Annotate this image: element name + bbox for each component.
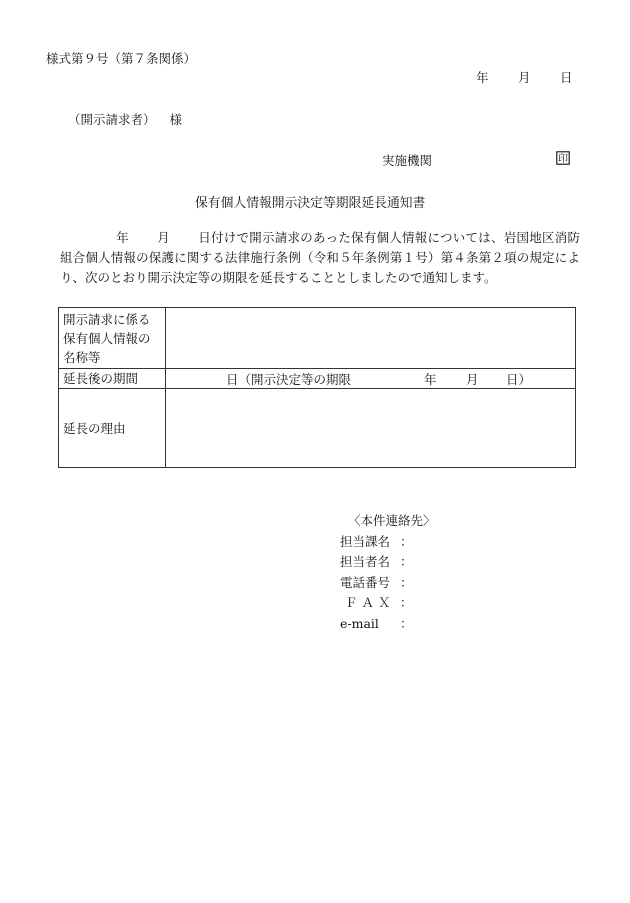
contact-colon: ： (400, 615, 413, 631)
addressee-label: （開示請求者） (68, 112, 156, 127)
table-row-info (59, 308, 576, 369)
date-year: 年 (476, 70, 489, 85)
reason-label-cell: 延長の理由 (59, 389, 166, 468)
period-label-cell: 延長後の期間 (59, 369, 166, 389)
body-year: 年 (116, 230, 129, 245)
contact-section-label: 担当課名 (340, 533, 391, 549)
agency-label: 実施機関 (382, 153, 433, 168)
period-year: 年 (424, 371, 437, 387)
contact-row-email (340, 614, 436, 635)
body-month: 月 (157, 230, 170, 245)
period-month: 月 (466, 371, 479, 387)
document-title: 保有個人情報開示決定等期限延長通知書 (195, 196, 426, 211)
contact-row-person (340, 552, 436, 573)
date-line (476, 68, 573, 86)
seal-icon (556, 151, 570, 168)
contact-colon: ： (400, 554, 413, 569)
contact-row-section (340, 532, 436, 553)
contact-row-fax (340, 593, 436, 614)
seal-icon-graphic (556, 151, 570, 165)
info-table (58, 307, 576, 468)
contact-block (340, 511, 436, 634)
period-value-cell[interactable] (166, 369, 576, 389)
body-text: 日付けで開示請求のあった保有個人情報については、岩国地区消防組合個人情報の保護に関する法律施行条例（令和５年条例第１号）第４条第２項の規定により、次のとおり開示決定等の期限を延長することとしましたので通知します。 (60, 230, 580, 285)
contact-email-label: e-mail (340, 615, 379, 631)
contact-colon: ： (400, 595, 413, 610)
table-row-reason (59, 389, 576, 468)
contact-person-label: 担当者名 (340, 554, 391, 569)
body-paragraph (60, 228, 580, 288)
form-number: 様式第９号（第７条関係） (46, 51, 197, 66)
contact-row-phone (340, 573, 436, 594)
contact-phone-label: 電話番号 (340, 574, 391, 590)
period-close: 日） (506, 371, 532, 387)
date-month: 月 (518, 70, 531, 85)
contact-title: 〈本件連絡先〉 (348, 513, 436, 528)
period-day-text: 日（開示決定等の期限 (226, 371, 352, 387)
date-day: 日 (560, 70, 573, 85)
info-value-cell[interactable] (166, 308, 576, 369)
addressee-suffix: 様 (169, 112, 183, 127)
contact-colon: ： (400, 574, 413, 590)
seal-char: 印 (558, 153, 568, 165)
table-row-period (59, 369, 576, 389)
info-label-cell: 開示請求に係る保有個人情報の名称等 (59, 308, 166, 369)
contact-fax-label: ＦＡＸ (345, 595, 395, 610)
reason-value-cell[interactable] (166, 389, 576, 468)
addressee (68, 110, 182, 128)
contact-colon: ： (400, 533, 413, 549)
